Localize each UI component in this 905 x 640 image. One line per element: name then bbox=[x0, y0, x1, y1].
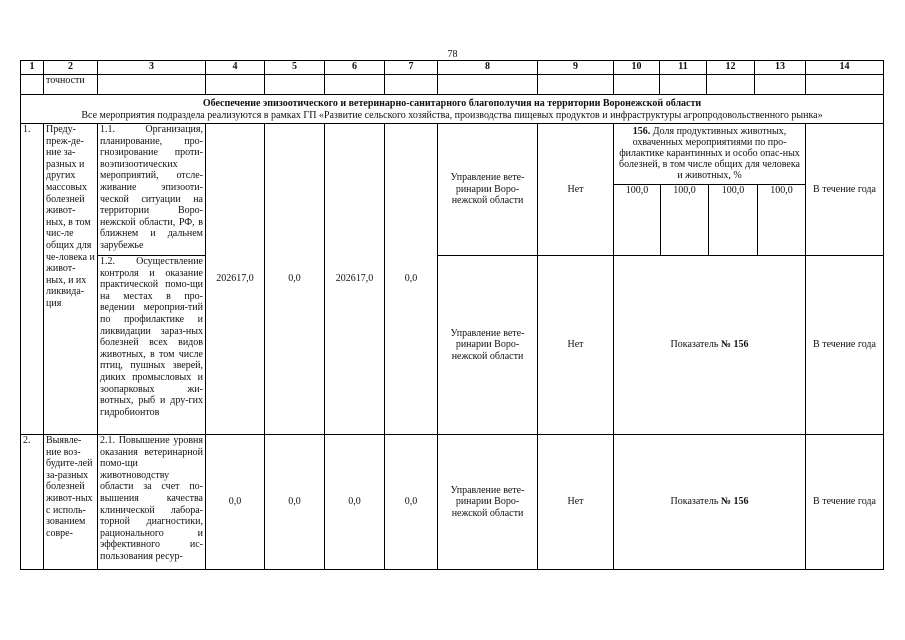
col-num: 4 bbox=[206, 61, 265, 75]
funding-total: 0,0 bbox=[206, 435, 265, 570]
page-number: 78 bbox=[447, 49, 458, 60]
term: В течение года bbox=[806, 256, 884, 435]
column-number-row bbox=[21, 61, 884, 75]
col-num: 11 bbox=[660, 61, 707, 75]
term: В течение года bbox=[806, 435, 884, 570]
carry-over-text: точности bbox=[44, 75, 98, 95]
section-header-row bbox=[21, 95, 884, 124]
col-num: 3 bbox=[98, 61, 206, 75]
pki-flag: Нет bbox=[538, 124, 614, 256]
sub-measure-title: 2.1. Повышение уровня оказания ветеринарной помо-щи животноводству области за счет по-вышения качества клинической лабора-торной диагностики, рационального и эффективного ис-пользования ресур- bbox=[98, 435, 206, 570]
indicator-number: 156. bbox=[632, 126, 651, 137]
row-number: 1. bbox=[21, 124, 44, 435]
funding-other: 0,0 bbox=[385, 124, 438, 435]
executor: Управление вете-ринарии Воро-нежской области bbox=[438, 435, 538, 570]
section-subtitle: Все мероприятия подраздела реализуются в рамках ГП «Развитие сельского хозяйства, производства пищевых продуктов и инфраструктуры агропродовольственного рынка» bbox=[81, 109, 823, 121]
indicator-text: Доля продуктивных животных, охваченных мероприятиями по про-филактике карантинных и особо опас-ных болезней, в том числе общих для человека и животных, % bbox=[619, 126, 800, 181]
funding-regional: 0,0 bbox=[325, 435, 385, 570]
pki-flag: Нет bbox=[538, 256, 614, 435]
table-row bbox=[21, 435, 884, 570]
col-num: 5 bbox=[265, 61, 325, 75]
measures-table bbox=[20, 60, 884, 570]
col-num: 6 bbox=[325, 61, 385, 75]
indicator-ref: Показатель № 156 bbox=[614, 256, 806, 435]
col-num: 14 bbox=[806, 61, 884, 75]
col-num: 7 bbox=[385, 61, 438, 75]
funding-regional: 202617,0 bbox=[325, 124, 385, 435]
indicator-value: 100,0 bbox=[614, 185, 661, 255]
measure-name: Преду-преж-де-ние за-разных и других массовых болезней живот-ных, в том чис-ле общих для че-ловека и живот-ных, и их ликвида-ция bbox=[44, 124, 98, 435]
sub-measure-title: 1.2. Осуществление контроля и оказание практической помо-щи на местах в про-ведении мероприя-тий по профилактике и ликвидации зараз-ных болезней всех видов животных, в том числе птиц, пушных зверей, диких промысловых и зоопарковых жи-вотных, рыб и дру-гих гидробионтов bbox=[98, 256, 206, 435]
col-num: 10 bbox=[614, 61, 660, 75]
col-num: 12 bbox=[707, 61, 755, 75]
col-num: 2 bbox=[44, 61, 98, 75]
table-row bbox=[21, 124, 884, 256]
row-number: 2. bbox=[21, 435, 44, 570]
executor: Управление вете-ринарии Воро-нежской области bbox=[438, 124, 538, 256]
indicator-cell bbox=[614, 124, 806, 256]
indicator-ref: Показатель № 156 bbox=[614, 435, 806, 570]
table-row bbox=[21, 256, 884, 435]
carry-over-row bbox=[21, 75, 884, 95]
funding-other: 0,0 bbox=[385, 435, 438, 570]
col-num: 8 bbox=[438, 61, 538, 75]
col-num: 1 bbox=[21, 61, 44, 75]
col-num: 13 bbox=[755, 61, 806, 75]
pki-flag: Нет bbox=[538, 435, 614, 570]
indicator-value: 100,0 bbox=[661, 185, 709, 255]
measure-name: Выявле-ние воз-будите-лей за-разных болезней живот-ных с исполь-зованием совре- bbox=[44, 435, 98, 570]
section-title: Обеспечение эпизоотического и ветеринарно-санитарного благополучия на территории Воронежской области bbox=[202, 98, 702, 109]
indicator-value: 100,0 bbox=[770, 185, 793, 196]
funding-federal: 0,0 bbox=[265, 124, 325, 435]
indicator-value: 100,0 bbox=[709, 185, 758, 255]
term: В течение года bbox=[806, 124, 884, 256]
executor: Управление вете-ринарии Воро-нежской области bbox=[438, 256, 538, 435]
col-num: 9 bbox=[538, 61, 614, 75]
funding-total: 202617,0 bbox=[206, 124, 265, 435]
sub-measure-title: 1.1. Организация, планирование, про-гнозирование проти-воэпизоотических мероприятий, отсле-живание эпизооти-ческой ситуации на территории Воро-нежской области, РФ, в ближнем и дальнем зарубежье bbox=[98, 124, 206, 256]
funding-federal: 0,0 bbox=[265, 435, 325, 570]
